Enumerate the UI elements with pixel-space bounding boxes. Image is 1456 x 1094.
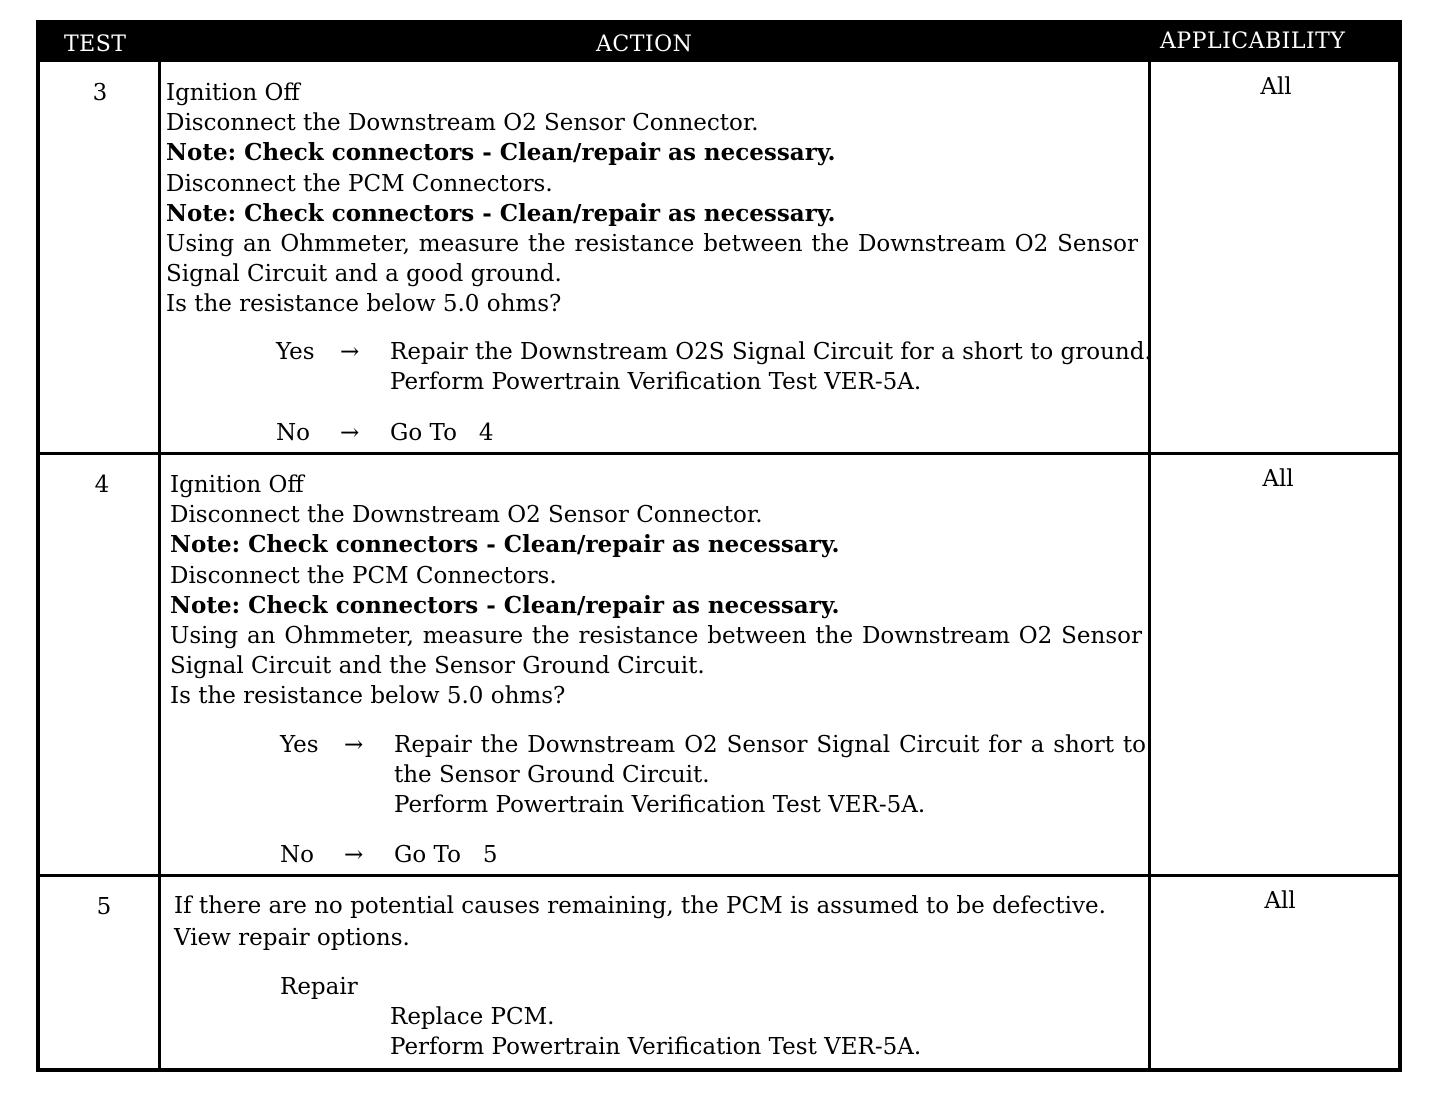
goto-text: Go To 4: [390, 420, 494, 446]
arrow-icon: →: [344, 842, 364, 868]
action-line: If there are no potential causes remaining, the PCM is assumed to be defective.: [174, 893, 1106, 919]
action-line: Disconnect the Downstream O2 Sensor Connector.: [166, 110, 759, 137]
applicability-value: All: [1262, 466, 1294, 492]
no-label: No: [276, 420, 310, 446]
column-divider: [1148, 62, 1151, 1072]
yes-action-line: Repair the Downstream O2S Signal Circuit for a short to ground.: [390, 339, 1152, 365]
action-line: Ignition Off: [170, 472, 304, 498]
goto-target: 5: [482, 842, 498, 868]
action-question: Is the resistance below 5.0 ohms?: [166, 291, 562, 318]
arrow-icon: →: [344, 732, 364, 758]
table-header: [40, 24, 1398, 62]
arrow-icon: →: [340, 339, 360, 365]
applicability-value: All: [1264, 888, 1296, 914]
action-line: Signal Circuit and a good ground.: [166, 261, 562, 288]
action-line: Using an Ohmmeter, measure the resistance between the Downstream O2 Sensor: [170, 623, 1142, 650]
repair-label: Repair: [280, 974, 358, 1000]
test-number: 5: [96, 894, 112, 920]
test-number: 4: [94, 472, 110, 498]
no-action: [394, 840, 498, 870]
yes-action-line: Repair the Downstream O2 Sensor Signal Circuit for a short to: [394, 732, 1146, 758]
repair-action-line: Replace PCM.: [390, 1004, 555, 1030]
yes-actions: [394, 730, 1146, 821]
header-test: TEST: [64, 32, 127, 57]
action-note: Note: Check connectors - Clean/repair as necessary.: [166, 139, 836, 167]
diagnostic-test-table: [36, 20, 1402, 1072]
action-line: Disconnect the Downstream O2 Sensor Connector.: [170, 502, 763, 529]
header-applicability: APPLICABILITY: [1160, 29, 1346, 54]
action-line: View repair options.: [174, 925, 410, 951]
action-instructions: [174, 890, 1106, 954]
action-note: Note: Check connectors - Clean/repair as necessary.: [170, 531, 840, 559]
action-line: Disconnect the PCM Connectors.: [166, 170, 553, 197]
action-instructions: [166, 78, 1138, 320]
yes-action-line: Perform Powertrain Verification Test VER-5A.: [390, 369, 922, 396]
test-number: 3: [92, 80, 108, 106]
action-line: Disconnect the PCM Connectors.: [170, 562, 557, 589]
repair-action-line: Perform Powertrain Verification Test VER-5A.: [390, 1034, 922, 1061]
repair-actions: [390, 1002, 921, 1062]
yes-label: Yes: [276, 339, 315, 365]
action-note: Note: Check connectors - Clean/repair as necessary.: [166, 199, 836, 227]
no-action: [390, 418, 494, 448]
goto-target: 4: [478, 420, 494, 446]
yes-label: Yes: [280, 732, 319, 758]
yes-action-line: the Sensor Ground Circuit.: [394, 762, 710, 789]
arrow-icon: →: [340, 420, 360, 446]
action-instructions: [170, 470, 1142, 712]
action-line: Using an Ohmmeter, measure the resistance between the Downstream O2 Sensor: [166, 231, 1138, 258]
row-divider: [40, 874, 1398, 877]
header-action: ACTION: [596, 32, 693, 57]
applicability-value: All: [1260, 74, 1292, 100]
action-question: Is the resistance below 5.0 ohms?: [170, 683, 566, 710]
goto-text: Go To 5: [394, 842, 498, 868]
action-line: Signal Circuit and the Sensor Ground Circuit.: [170, 653, 705, 680]
action-line: Ignition Off: [166, 80, 300, 106]
yes-actions: [390, 337, 1152, 397]
column-divider: [158, 62, 161, 1072]
row-divider: [40, 452, 1398, 455]
yes-action-line: Perform Powertrain Verification Test VER-5A.: [394, 792, 926, 819]
action-note: Note: Check connectors - Clean/repair as necessary.: [170, 591, 840, 619]
no-label: No: [280, 842, 314, 868]
